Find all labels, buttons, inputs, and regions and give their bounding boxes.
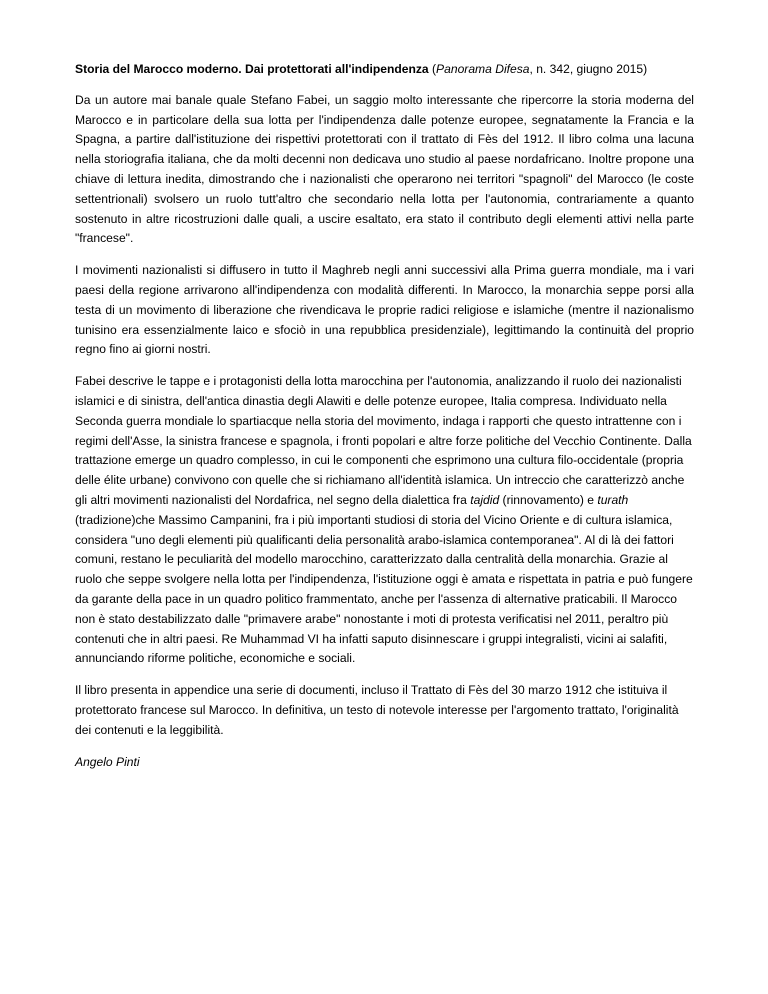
- term-turath: turath: [597, 492, 629, 507]
- paragraph-nationalism: I movimenti nazionalisti si diffusero in tutto il Maghreb negli anni successivi alla Prima guerra mondiale, ma i vari paesi della regione arrivarono all'indipendenza con modalità differenti. In Marocco, la monarchia seppe porsi alla testa di un movimento di liberazione che rivendicava le proprie radici religiose e islamiche (mentre il nazionalismo tunisino era essenzialmente laico e sfociò in una repubblica presidenziale), legittimando la continuità del proprio regno fino ai giorni nostri.: [75, 263, 694, 357]
- issue-info: , n. 342, giugno 2015): [529, 62, 648, 76]
- paragraph-analysis-part-c: (tradizione)che Massimo Campanini, fra i più importanti studiosi di storia del Vicino Oriente e di cultura islamica, considera "uno degli elementi più qualificanti delia personalità arabo-islamica contemporanea". Al di là dei fattori comuni, restano le peculiarità del modello marocchino, caratterizzato dalla centralità della monarchia. Grazie al ruolo che seppe svolgere nella lotta per l'indipendenza, l'istituzione oggi è amata e rispettata in patria e può fungere da garante della pace in un quadro politico frammentato, anche per l'assenza di alternative praticabili. Il Marocco non è stato destabilizzato dalle "primavere arabe" nonostante i moti di protesta verificatisi nel 2011, peraltro più contenuti che in altri paesi. Re Muhammad VI ha infatti saputo disinnescare i gruppi integralisti, vicini ai salafiti, annunciando riforme politiche, economiche e sociali.: [75, 512, 693, 666]
- heading-open-paren: (: [428, 62, 437, 76]
- book-title: Storia del Marocco moderno. Dai protettorati all'indipendenza: [75, 62, 429, 76]
- review-heading: [75, 60, 694, 80]
- paragraph-analysis: [75, 372, 694, 669]
- term-tajdid: tajdid: [470, 492, 500, 507]
- author-signature: Angelo Pinti: [75, 754, 140, 769]
- document-page: [75, 60, 694, 784]
- paragraph-conclusion: Il libro presenta in appendice una serie di documenti, incluso il Trattato di Fès del 30 marzo 1912 che istituiva il protettorato francese sul Marocco. In definitiva, un testo di notevole interesse per l'argomento trattato, l'originalità dei contenuti e la leggibilità.: [75, 683, 679, 737]
- magazine-name: Panorama Difesa: [436, 62, 530, 76]
- paragraph-analysis-part-b: (rinnovamento) e: [499, 492, 598, 507]
- paragraph-intro: Da un autore mai banale quale Stefano Fabei, un saggio molto interessante che ripercorre la storia moderna del Marocco e in particolare della sua lotta per l'indipendenza dalle potenze europee, segnatamente la Francia e la Spagna, a partire dall'istituzione dei rispettivi protettorati con il trattato di Fès del 1912. Il libro colma una lacuna nella storiografia italiana, che da molti decenni non dedicava uno studio al paese nordafricano. Inoltre propone una chiave di lettura inedita, dimostrando che i nazionalisti che operarono nei territori "spagnoli" del Marocco (le coste settentrionali) svolsero un ruolo tutt'altro che secondario nella lotta per l'autonomia, contrariamente a quanto sostenuto in altre ricostruzioni dalle quali, a uscire esaltato, era stato il contributo degli elementi attivi nella parte "francese".: [75, 92, 694, 246]
- paragraph-analysis-part-a: Fabei descrive le tappe e i protagonisti della lotta marocchina per l'autonomia, analizzando il ruolo dei nazionalisti islamici e di sinistra, dell'antica dinastia degli Alawiti e delle potenze europee, Italia compresa. Individuato nella Seconda guerra mondiale lo spartiacque nella storia del movimento, indaga i rapporti che questo intrattenne con i regimi dell'Asse, la sinistra francese e spagnola, i fronti popolari e altre forze politiche del Vecchio Continente. Dalla trattazione emerge un quadro complesso, in cui le componenti che esprimono una cultura filo-occidentale (propria delle élite urbane) convivono con quelle che si richiamano all'identità islamica. Un intreccio che caratterizzò anche gli altri movimenti nazionalisti del Nordafrica, nel segno della dialettica fra: [75, 374, 692, 507]
